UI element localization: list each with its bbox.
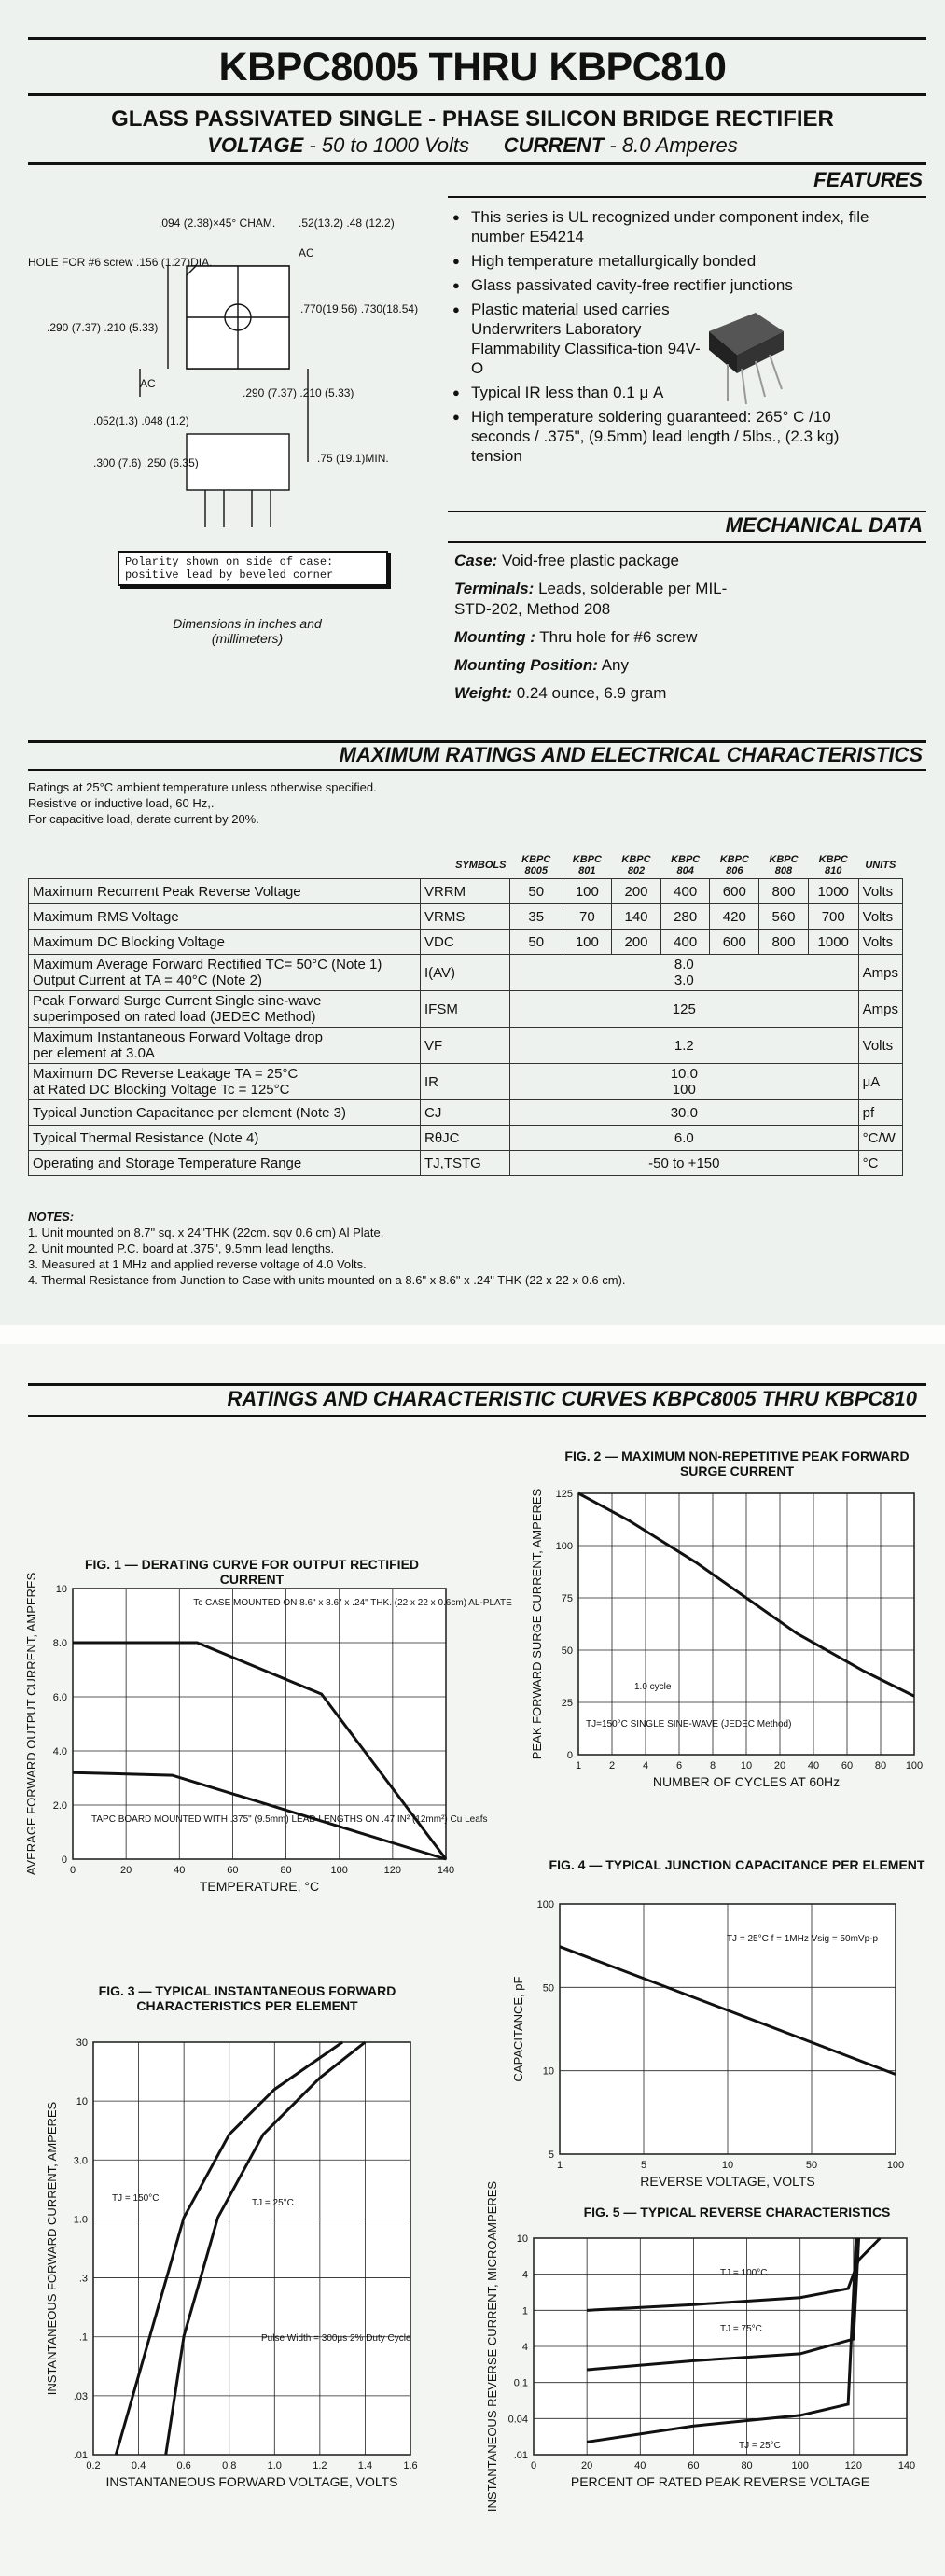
x-tick-label: 100: [330, 1865, 348, 1876]
y-tick-label: 2.0: [52, 1800, 67, 1812]
x-tick-label: 2: [608, 1760, 616, 1771]
param-cell: Peak Forward Surge Current Single sine-wave superimposed on rated load (JEDEC Method): [29, 991, 421, 1028]
value-cell: 400: [660, 879, 710, 904]
x-tick-label: 0.8: [222, 2460, 237, 2471]
value-cell: 8.0 3.0: [510, 955, 859, 991]
symbol-cell: VF: [421, 1028, 510, 1064]
rule: [28, 37, 926, 40]
note-item: 2. Unit mounted P.C. board at .375", 9.5mm lead lengths.: [28, 1241, 335, 1255]
y-tick-label: 50: [542, 1982, 554, 1995]
x-axis-label: PERCENT OF RATED PEAK REVERSE VOLTAGE: [570, 2474, 870, 2489]
col-header: KBPC 810: [808, 852, 858, 879]
param-cell: Maximum DC Blocking Voltage: [29, 930, 421, 955]
x-tick-label: 140: [897, 2460, 916, 2471]
value-cell: 30.0: [510, 1100, 859, 1126]
chart-annotation: TJ = 75°C: [720, 2324, 762, 2334]
fig5-title: FIG. 5 — TYPICAL REVERSE CHARACTERISTICS: [583, 2205, 891, 2219]
y-tick-label: 4: [521, 2342, 528, 2353]
symbol-cell: I(AV): [421, 955, 510, 991]
col-header: UNITS: [858, 852, 902, 879]
rule: [448, 196, 926, 198]
value-cell: 1.2: [510, 1028, 859, 1064]
symbol-cell: IR: [421, 1064, 510, 1100]
value-cell: -50 to +150: [510, 1151, 859, 1176]
symbol-cell: CJ: [421, 1100, 510, 1126]
ratings-heading: MAXIMUM RATINGS AND ELECTRICAL CHARACTERISTICS: [339, 743, 923, 766]
feature-item: ● High temperature metallurgically bonded: [452, 251, 891, 271]
unit-cell: Volts: [858, 879, 902, 904]
y-tick-label: 0: [61, 1855, 67, 1866]
table-header-row: [29, 852, 903, 879]
x-tick-label: 1: [556, 2160, 563, 2171]
value-cell: 400: [660, 930, 710, 955]
y-tick-label: .3: [78, 2273, 88, 2285]
x-tick-label: 6: [675, 1760, 683, 1771]
mounting-value: Thru hole for #6 screw: [539, 628, 698, 646]
y-tick-label: 1.0: [73, 2214, 88, 2226]
col-header: KBPC 808: [759, 852, 809, 879]
value-cell: 200: [612, 930, 661, 955]
y-tick-label: 8.0: [52, 1638, 67, 1649]
fig2-title: FIG. 2 — MAXIMUM NON-REPETITIVE PEAK FORWARD SURGE CURRENT: [564, 1449, 910, 1478]
y-tick-label: 10: [542, 2065, 554, 2078]
fig3-title: FIG. 3 — TYPICAL INSTANTANEOUS FORWARD CHARACTERISTICS PER ELEMENT: [98, 1983, 396, 2013]
y-tick-label: 0.04: [507, 2414, 528, 2426]
y-tick-label: 75: [561, 1593, 573, 1604]
value-cell: 6.0: [510, 1126, 859, 1151]
x-tick-label: 100: [886, 2160, 905, 2171]
x-tick-label: 1.4: [357, 2460, 373, 2471]
symbol-cell: VRMS: [421, 904, 510, 930]
x-tick-label: 80: [741, 2460, 753, 2471]
chart-annotation: TJ = 100°C: [720, 2268, 768, 2278]
value-cell: 700: [808, 904, 858, 930]
table-row: [29, 1100, 903, 1126]
chart-annotation: 1.0 cycle: [634, 1682, 672, 1692]
x-tick-label: 40: [174, 1865, 186, 1876]
y-tick-label: 10: [76, 2096, 88, 2108]
symbol-cell: RθJC: [421, 1126, 510, 1151]
feature-item: ● This series is UL recognized under component index, file number E54214: [452, 207, 891, 246]
y-tick-label: 0: [566, 1750, 573, 1761]
rule: [28, 162, 926, 165]
x-axis-label: INSTANTANEOUS FORWARD VOLTAGE, VOLTS: [105, 2474, 398, 2489]
y-tick-label: 10: [516, 2233, 528, 2245]
col-header: KBPC 806: [710, 852, 759, 879]
x-tick-label: 0.6: [176, 2460, 191, 2471]
weight-value: 0.24 ounce, 6.9 gram: [516, 684, 667, 702]
table-row: [29, 955, 903, 991]
value-cell: 800: [759, 930, 809, 955]
value-cell: 70: [563, 904, 612, 930]
chart-annotation: TJ = 25°C f = 1MHz Vsig = 50mVp-p: [726, 1934, 879, 1944]
x-tick-label: 40: [807, 1760, 820, 1771]
param-cell: Maximum DC Reverse Leakage TA = 25°C at Rated DC Blocking Voltage Tc = 125°C: [29, 1064, 421, 1100]
y-tick-label: 3.0: [73, 2155, 88, 2167]
position-label: Mounting Position:: [454, 656, 598, 674]
current-label: CURRENT: [503, 133, 605, 157]
mechanical-data: [454, 551, 893, 704]
feature-item: ● Glass passivated cavity-free rectifier junctions: [452, 275, 891, 295]
rule: [28, 93, 926, 96]
x-tick-label: 0: [530, 2460, 537, 2471]
param-cell: Maximum Instantaneous Forward Voltage drop per element at 3.0A: [29, 1028, 421, 1064]
chart-annotation: TJ = 25°C: [252, 2198, 294, 2208]
y-tick-label: 4: [521, 2269, 528, 2281]
chart-annotation: TJ = 150°C: [112, 2193, 160, 2204]
case-label: Case:: [454, 552, 498, 569]
features-heading: FEATURES: [813, 168, 923, 191]
y-tick-label: 0.1: [513, 2377, 528, 2389]
terminals-value: Leads, solderable per MIL-STD-202, Method 208: [454, 580, 728, 618]
x-tick-label: 40: [634, 2460, 646, 2471]
weight-label: Weight:: [454, 684, 513, 702]
x-tick-label: 100: [905, 1760, 924, 1771]
x-tick-label: 100: [791, 2460, 809, 2471]
y-tick-label: 30: [76, 2037, 88, 2049]
dim-hole: HOLE FOR #6 screw .156 (1.27)DIA.: [28, 256, 213, 269]
y-tick-label: 4.0: [52, 1746, 67, 1757]
terminals-label: Terminals:: [454, 580, 535, 597]
fig4-title: FIG. 4 — TYPICAL JUNCTION CAPACITANCE PER ELEMENT: [549, 1857, 925, 1872]
unit-cell: Volts: [858, 930, 902, 955]
dimensions-caption: Dimensions in inches and (millimeters): [173, 616, 322, 646]
x-tick-label: 5: [640, 2160, 647, 2171]
y-tick-label: 125: [555, 1489, 573, 1500]
ratings-intro: [28, 779, 377, 827]
dim-lead-length: .75 (19.1)MIN.: [317, 452, 389, 465]
param-cell: Maximum RMS Voltage: [29, 904, 421, 930]
value-cell: 1000: [808, 879, 858, 904]
x-tick-label: 20: [773, 1760, 786, 1771]
mechanical-heading: MECHANICAL DATA: [725, 513, 923, 537]
dim-chamfer: .094 (2.38)×45° CHAM.: [159, 217, 276, 230]
chart-annotation: TJ = 25°C: [739, 2441, 781, 2451]
param-cell: Maximum Recurrent Peak Reverse Voltage: [29, 879, 421, 904]
x-tick-label: 1.0: [267, 2460, 282, 2471]
x-tick-label: 140: [437, 1865, 455, 1876]
unit-cell: Amps: [858, 955, 902, 991]
value-cell: 800: [759, 879, 809, 904]
ac-label: AC: [299, 246, 314, 259]
dim-height: .300 (7.6) .250 (6.35): [93, 456, 199, 469]
value-cell: 50: [510, 930, 563, 955]
feature-item: ● Typical IR less than 0.1 μ A: [452, 383, 891, 402]
x-tick-label: 20: [581, 2460, 593, 2471]
y-axis-label: INSTANTANEOUS REVERSE CURRENT, MICROAMPERES: [485, 2180, 499, 2513]
value-cell: 35: [510, 904, 563, 930]
y-tick-label: .03: [73, 2390, 88, 2402]
notes-title: NOTES:: [28, 1210, 75, 1224]
feature-item: ● Plastic material used carries Underwriters Laboratory Flammability Classifica-tion 94V-O: [452, 300, 704, 378]
mounting-label: Mounting :: [454, 628, 535, 646]
table-row: [29, 904, 903, 930]
x-axis-label: TEMPERATURE, °C: [199, 1879, 320, 1894]
unit-cell: Amps: [858, 991, 902, 1028]
y-tick-label: 100: [555, 1541, 573, 1552]
rule: [448, 541, 926, 543]
note-item: 1. Unit mounted on 8.7" sq. x 24"THK (22cm. sqv 0.6 cm) Al Plate.: [28, 1225, 384, 1239]
col-header: KBPC 801: [563, 852, 612, 879]
x-tick-label: 20: [120, 1865, 132, 1876]
fig1-title: FIG. 1 — DERATING CURVE FOR OUTPUT RECTIFIED CURRENT: [84, 1557, 420, 1587]
value-cell: 100: [563, 930, 612, 955]
col-header: KBPC 8005: [510, 852, 563, 879]
param-cell: Typical Junction Capacitance per element (Note 3): [29, 1100, 421, 1126]
dim-body: .770(19.56) .730(18.54): [300, 302, 419, 315]
value-cell: 140: [612, 904, 661, 930]
value-cell: 600: [710, 879, 759, 904]
value-cell: 50: [510, 879, 563, 904]
y-axis-label: CAPACITANCE, pF: [511, 1976, 525, 2082]
unit-cell: °C: [858, 1151, 902, 1176]
ratings-summary: [0, 133, 945, 158]
x-tick-label: 1: [575, 1760, 582, 1771]
page-title: KBPC8005 THRU KBPC810: [218, 45, 727, 90]
subtitle: GLASS PASSIVATED SINGLE - PHASE SILICON BRIDGE RECTIFIER: [111, 106, 834, 132]
x-tick-label: 60: [227, 1865, 239, 1876]
y-axis-label: PEAK FORWARD SURGE CURRENT, AMPERES: [530, 1488, 544, 1760]
x-tick-label: 4: [642, 1760, 649, 1771]
y-tick-label: 6.0: [52, 1692, 67, 1703]
x-tick-label: 60: [841, 1760, 854, 1771]
voltage-value: - 50 to 1000 Volts: [309, 133, 470, 157]
table-row: [29, 1064, 903, 1100]
curves-heading: RATINGS AND CHARACTERISTIC CURVES KBPC8005 THRU KBPC810: [227, 1387, 917, 1410]
x-axis-label: REVERSE VOLTAGE, VOLTS: [640, 2174, 815, 2189]
feature-item: ● High temperature soldering guaranteed: 265° C /10 seconds / .375", (9.5mm) lead length / 5lbs., (2.3 kg) tension: [452, 407, 891, 466]
y-axis-label: INSTANTANEOUS FORWARD CURRENT, AMPERES: [45, 2101, 59, 2396]
value-cell: 560: [759, 904, 809, 930]
table-row: [29, 1028, 903, 1064]
y-tick-label: .01: [513, 2450, 528, 2461]
note-item: 4. Thermal Resistance from Junction to Case with units mounted on a 8.6" x 8.6" x .24" THK (22 x 22 x 0.6 cm).: [28, 1273, 626, 1287]
dim-width: .52(13.2) .48 (12.2): [299, 217, 395, 230]
x-tick-label: 80: [874, 1760, 887, 1771]
x-tick-label: 50: [805, 2160, 818, 2171]
table-row: [29, 1126, 903, 1151]
notes: [28, 1209, 626, 1288]
unit-cell: Volts: [858, 1028, 902, 1064]
symbol-cell: IFSM: [421, 991, 510, 1028]
param-cell: Typical Thermal Resistance (Note 4): [29, 1126, 421, 1151]
datasheet-page-2: [0, 1344, 945, 2576]
y-tick-label: 100: [536, 1899, 554, 1911]
value-cell: 280: [660, 904, 710, 930]
value-cell: 600: [710, 930, 759, 955]
table-row: [29, 1151, 903, 1176]
value-cell: 1000: [808, 930, 858, 955]
x-tick-label: 10: [721, 2160, 734, 2171]
symbol-cell: TJ,TSTG: [421, 1151, 510, 1176]
unit-cell: Volts: [858, 904, 902, 930]
y-tick-label: .1: [78, 2331, 88, 2344]
chart-annotation: TJ=150°C SINGLE SINE-WAVE (JEDEC Method): [586, 1719, 792, 1729]
chart-annotation: TAPC BOARD MOUNTED WITH .375" (9.5mm) LEAD LENGTHS ON .47 IN² (12mm²) Cu Leafs: [91, 1814, 488, 1825]
y-axis-label: AVERAGE FORWARD OUTPUT CURRENT, AMPERES: [24, 1572, 38, 1876]
features-list: [452, 207, 891, 470]
charts-canvas: [0, 1344, 945, 2576]
x-tick-label: 0.4: [131, 2460, 146, 2471]
value-cell: 420: [710, 904, 759, 930]
x-tick-label: 0.2: [86, 2460, 101, 2471]
x-tick-label: 8: [709, 1760, 716, 1771]
col-header: KBPC 802: [612, 852, 661, 879]
y-tick-label: 5: [548, 2149, 554, 2161]
rule: [28, 769, 926, 771]
dim-lead-space: .290 (7.37) .210 (5.33): [47, 321, 159, 334]
value-cell: 125: [510, 991, 859, 1028]
chart-annotation: Pulse Width = 300μs 2% Duty Cycle: [261, 2333, 411, 2344]
polarity-note: Polarity shown on side of case: positive lead by beveled corner: [118, 551, 388, 586]
symbol-cell: VDC: [421, 930, 510, 955]
table-row: [29, 879, 903, 904]
package-photo: [700, 303, 793, 406]
case-value: Void-free plastic package: [502, 552, 679, 569]
x-tick-label: 1.6: [403, 2460, 418, 2471]
x-tick-label: 80: [280, 1865, 292, 1876]
x-tick-label: 120: [383, 1865, 402, 1876]
current-value: - 8.0 Amperes: [609, 133, 738, 157]
col-header: SYMBOLS: [421, 852, 510, 879]
y-tick-label: 25: [561, 1698, 573, 1709]
param-cell: Maximum Average Forward Rectified TC= 50°C (Note 1) Output Current at TA = 40°C (Note 2): [29, 955, 421, 991]
voltage-label: VOLTAGE: [207, 133, 304, 157]
intro-line: Ratings at 25°C ambient temperature unless otherwise specified.: [28, 780, 377, 794]
symbol-cell: VRRM: [421, 879, 510, 904]
chart-annotation: Tc CASE MOUNTED ON 8.6" x 8.6" x .24" THK. (22 x 22 x 0.6cm) AL-PLATE: [193, 1598, 512, 1608]
intro-line: Resistive or inductive load, 60 Hz,.: [28, 796, 215, 810]
col-header: KBPC 804: [660, 852, 710, 879]
dim-lead-width: .052(1.3) .048 (1.2): [93, 414, 189, 427]
package-side-outline: [187, 434, 289, 490]
param-cell: Operating and Storage Temperature Range: [29, 1151, 421, 1176]
value-cell: 100: [563, 879, 612, 904]
unit-cell: °C/W: [858, 1126, 902, 1151]
intro-line: For capacitive load, derate current by 20%.: [28, 812, 259, 826]
value-cell: 200: [612, 879, 661, 904]
unit-cell: pf: [858, 1100, 902, 1126]
ratings-table: [28, 852, 903, 1176]
ac-label: AC: [140, 377, 156, 390]
y-tick-label: 1: [521, 2305, 528, 2317]
y-tick-label: 10: [55, 1584, 67, 1595]
plot-area-3: [93, 2042, 410, 2455]
x-tick-label: 0: [69, 1865, 76, 1876]
dim-lead-space-2: .290 (7.37) .210 (5.33): [243, 386, 354, 399]
x-tick-label: 120: [844, 2460, 863, 2471]
x-tick-label: 1.2: [313, 2460, 327, 2471]
table-row: [29, 930, 903, 955]
y-tick-label: 50: [561, 1645, 573, 1657]
x-tick-label: 10: [740, 1760, 753, 1771]
x-tick-label: 60: [688, 2460, 700, 2471]
table-row: [29, 991, 903, 1028]
value-cell: 10.0 100: [510, 1064, 859, 1100]
rule: [448, 511, 926, 512]
position-value: Any: [601, 656, 629, 674]
dimension-drawing: [28, 210, 420, 602]
unit-cell: μA: [858, 1064, 902, 1100]
x-axis-label: NUMBER OF CYCLES AT 60Hz: [652, 1774, 841, 1789]
note-item: 3. Measured at 1 MHz and applied reverse voltage of 4.0 Volts.: [28, 1257, 367, 1271]
y-tick-label: .01: [73, 2450, 88, 2461]
